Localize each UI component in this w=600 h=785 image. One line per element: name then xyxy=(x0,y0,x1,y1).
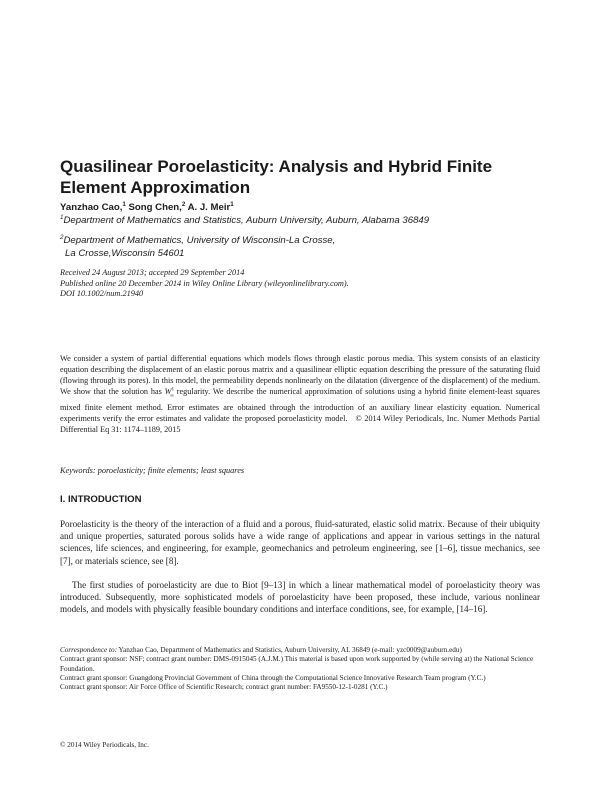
affil-mark: 2 xyxy=(60,233,64,241)
abstract-text: regularity. We describe the numerical approximation of solutions using a hybrid finite element-least squares mixed finite element method. Error estimates are obtained through the introduction of an auxiliary linear elasticity equation. Numerical experiments verify the error estimates and validate the proposed poroelasticity model. xyxy=(60,387,540,423)
abstract-text: We consider a system of partial differential equations which models flows through elastic porous media. This system consists of an elasticity equation describing the displacement of an elastic porous matrix and a quasilinear elliptic equation describing the pressure of the saturating fluid (flowing through its pores). In this model, the permeability depends nonlinearly on the dilatation (divergence of the displacement) of the medium. We show that the solution has xyxy=(60,354,540,396)
author-affil-mark: 1 xyxy=(122,200,126,208)
grant-note: Contract grant sponsor: Guangdong Provincial Government of China through the Computational Science Innovative Research Team program (Y.C.) xyxy=(60,673,486,682)
doi: DOI 10.1002/num.21940 xyxy=(60,289,144,298)
correspondence-note xyxy=(60,646,540,655)
received-date: Received 24 August 2013; accepted 29 September 2014 xyxy=(60,268,245,277)
section-heading: I. INTRODUCTION xyxy=(60,494,142,505)
math-sobolev-space: $W^1_\infty$ xyxy=(164,386,175,399)
author-name: Song Chen, xyxy=(125,202,182,213)
published-date: Published online 20 December 2014 in Wiley Online Library (wileyonlinelibrary.com). xyxy=(60,278,349,288)
affil-text: Department of Mathematics, University of Wisconsin-La Crosse, xyxy=(63,235,336,246)
author-list xyxy=(60,202,234,213)
affiliation-2 xyxy=(60,234,540,260)
grant-note: Contract grant sponsor: Air Force Office of Scientific Research; contract grant number: FA9550-12-1-0281 (Y.C.) xyxy=(60,683,388,692)
paragraph-text: The first studies of poroelasticity are due to Biot [9–13] in which a linear mathematical model of poroelasticity theory was introduced. Subsequently, more sophisticated models of poroelasticity have been proposed, these include, various nonlinear models, and models with physically feasible boundary conditions and interface conditions, see, for example, [14–16]. xyxy=(60,580,540,615)
author-affil-mark: 1 xyxy=(230,200,234,208)
grant-note: Contract grant sponsor: NSF; contract grant number: DMS-0915045 (A.J.M.) This material is based upon work supported by (while serving at) the National Science Foundation. xyxy=(60,655,534,673)
paper-title: Quasilinear Poroelasticity: Analysis and Hybrid Finite Element Approximation xyxy=(60,157,493,197)
keywords: Keywords: poroelasticity; finite elements; least squares xyxy=(60,466,245,475)
affil-text: La Crosse,Wisconsin 54601 xyxy=(65,248,185,259)
correspondence-text: Yanzhao Cao, Department of Mathematics and Statistics, Auburn University, AL 36849 (e-mail: yzc0009@auburn.edu) xyxy=(117,646,462,654)
author-affil-mark: 2 xyxy=(181,200,186,208)
affil-text: Department of Mathematics and Statistics, Auburn University, Auburn, Alabama 36849 xyxy=(63,215,430,226)
intro-paragraph-1: Poroelasticity is the theory of the interaction of a fluid and a porous, fluid-saturated, elastic solid matrix. Because of their ubiquity and unique properties, saturated porous solids have a wide range of applications and appear in various settings in the natural sciences, life sciences, and engineering, for example, geomechanics and petroleum engineering, see [1–6], tissue mechanics, see [7], or materials science, see [8]. xyxy=(60,519,540,566)
abstract-citation: © 2014 Wiley Periodicals, Inc. Numer Methods Partial Differential Eq 31: 1174–1189, 2015 xyxy=(60,413,540,434)
correspondence-label: Correspondence to: xyxy=(60,646,118,654)
affiliation-1 xyxy=(60,214,540,227)
publication-info xyxy=(60,268,540,300)
author-name: A. J. Meir xyxy=(185,202,231,213)
abstract xyxy=(60,353,540,435)
copyright-notice: © 2014 Wiley Periodicals, Inc. xyxy=(60,741,149,749)
author-name: Yanzhao Cao, xyxy=(60,202,123,213)
intro-paragraph-2 xyxy=(60,579,540,616)
footnotes xyxy=(60,646,540,692)
affil-mark: 1 xyxy=(60,213,64,221)
